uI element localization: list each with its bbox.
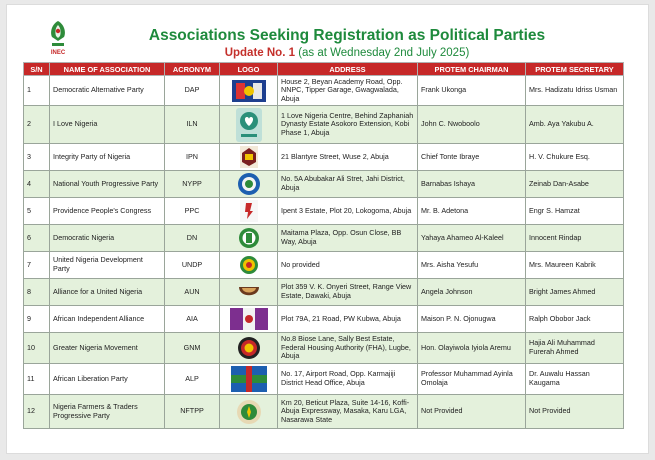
cell-logo — [220, 279, 278, 306]
table-header-row — [24, 63, 624, 76]
cell-logo — [220, 225, 278, 252]
cell-address: No provided — [278, 252, 418, 279]
cell-acronym: AUN — [165, 279, 220, 306]
cell-name: Providence People's Congress — [50, 198, 165, 225]
cell-chairman: Mr. B. Adetona — [418, 198, 526, 225]
cell-logo — [220, 106, 278, 144]
table-row — [24, 279, 624, 306]
cell-chairman: Hon. Olayiwola Iyiola Aremu — [418, 333, 526, 364]
cell-address: Ipent 3 Estate, Plot 20, Lokogoma, Abuja — [278, 198, 418, 225]
col-header-address: ADDRESS — [278, 63, 418, 76]
cell-secretary: Mrs. Hadizatu Idriss Usman — [526, 76, 624, 106]
cell-address: 21 Blantyre Street, Wuse 2, Abuja — [278, 144, 418, 171]
cell-name: Integrity Party of Nigeria — [50, 144, 165, 171]
cell-secretary: Not Provided — [526, 395, 624, 429]
cell-address: No. 5A Abubakar Ali Stret, Jahi District, Abuja — [278, 171, 418, 198]
page-subtitle — [87, 47, 607, 59]
cell-chairman: John C. Nwoboolo — [418, 106, 526, 144]
cell-logo — [220, 364, 278, 395]
table-row — [24, 198, 624, 225]
col-header-sn: S/N — [24, 63, 50, 76]
cell-address: House 2, Beyan Academy Road, Opp. NNPC, Tipper Garage, Gwagwalada, Abuja — [278, 76, 418, 106]
table-row — [24, 333, 624, 364]
cell-sn: 1 — [24, 76, 50, 106]
cell-name: African Liberation Party — [50, 364, 165, 395]
cell-name: I Love Nigeria — [50, 106, 165, 144]
nftpp-logo-icon — [235, 399, 263, 425]
cell-sn: 10 — [24, 333, 50, 364]
cell-chairman: Not Provided — [418, 395, 526, 429]
cell-acronym: GNM — [165, 333, 220, 364]
cell-secretary: Zeinab Dan-Asabe — [526, 171, 624, 198]
table-row — [24, 225, 624, 252]
table-row — [24, 364, 624, 395]
cell-acronym: UNDP — [165, 252, 220, 279]
cell-chairman: Mrs. Aisha Yesufu — [418, 252, 526, 279]
cell-chairman: Yahaya Ahameo Al-Kaleel — [418, 225, 526, 252]
col-header-logo: LOGO — [220, 63, 278, 76]
svg-text:INEC: INEC — [50, 50, 66, 56]
cell-chairman: Barnabas Ishaya — [418, 171, 526, 198]
cell-logo — [220, 171, 278, 198]
cell-chairman: Professor Muhammad Ayinla Omolaja — [418, 364, 526, 395]
cell-secretary: Ralph Obobor Jack — [526, 306, 624, 333]
iln-logo-icon — [236, 108, 262, 142]
cell-acronym: AIA — [165, 306, 220, 333]
cell-sn: 3 — [24, 144, 50, 171]
update-label: Update No. 1 — [224, 47, 295, 59]
cell-sn: 4 — [24, 171, 50, 198]
ipn-logo-icon — [240, 146, 258, 168]
cell-logo — [220, 395, 278, 429]
cell-address: Maitama Plaza, Opp. Osun Close, BB Way, Abuja — [278, 225, 418, 252]
cell-name: Nigeria Farmers & Traders Progressive Party — [50, 395, 165, 429]
ppc-logo-icon — [240, 200, 258, 222]
cell-sn: 2 — [24, 106, 50, 144]
table-row — [24, 76, 624, 106]
cell-secretary: Mrs. Maureen Kabrik — [526, 252, 624, 279]
associations-table — [23, 62, 624, 429]
cell-chairman: Frank Ukonga — [418, 76, 526, 106]
dap-logo-icon — [232, 80, 266, 102]
cell-address: Plot 359 V. K. Onyeri Street, Range View Estate, Dawaki, Abuja — [278, 279, 418, 306]
cell-name: Alliance for a United Nigeria — [50, 279, 165, 306]
cell-address: Plot 79A, 21 Road, PW Kubwa, Abuja — [278, 306, 418, 333]
cell-secretary: H. V. Chukure Esq. — [526, 144, 624, 171]
dn-logo-icon — [238, 227, 260, 249]
cell-sn: 6 — [24, 225, 50, 252]
cell-address: No.8 Biose Lane, Sally Best Estate, Federal Housing Authority (FHA), Lugbe, Abuja — [278, 333, 418, 364]
cell-chairman: Angela Johnson — [418, 279, 526, 306]
cell-acronym: IPN — [165, 144, 220, 171]
cell-name: National Youth Progressive Party — [50, 171, 165, 198]
cell-sn: 9 — [24, 306, 50, 333]
aia-logo-icon — [230, 308, 268, 330]
cell-name: Democratic Nigeria — [50, 225, 165, 252]
table-row — [24, 144, 624, 171]
cell-logo — [220, 333, 278, 364]
cell-sn: 12 — [24, 395, 50, 429]
cell-address: No. 17, Airport Road, Opp. Karmajiji District Head Office, Abuja — [278, 364, 418, 395]
undp-logo-icon — [239, 255, 259, 275]
cell-secretary: Innocent Rindap — [526, 225, 624, 252]
cell-sn: 7 — [24, 252, 50, 279]
cell-sn: 11 — [24, 364, 50, 395]
cell-name: Democratic Alternative Party — [50, 76, 165, 106]
cell-name: African Independent Alliance — [50, 306, 165, 333]
cell-logo — [220, 252, 278, 279]
aun-logo-icon — [237, 282, 261, 302]
cell-chairman: Maison P. N. Ojonugwa — [418, 306, 526, 333]
gnm-logo-icon — [237, 336, 261, 360]
inec-crest-icon — [47, 19, 69, 59]
cell-name: United Nigeria Development Party — [50, 252, 165, 279]
table-row — [24, 106, 624, 144]
cell-secretary: Hajia Ali Muhammad Furerah Ahmed — [526, 333, 624, 364]
cell-name: Greater Nigeria Movement — [50, 333, 165, 364]
cell-logo — [220, 306, 278, 333]
cell-chairman: Chief Tonte Ibraye — [418, 144, 526, 171]
col-header-acronym: ACRONYM — [165, 63, 220, 76]
cell-logo — [220, 198, 278, 225]
cell-address: 1 Love Nigeria Centre, Behind Zaphaniah Dynasty Estate Asokoro Extension, Kobi Phase 1, Abuja — [278, 106, 418, 144]
table-row — [24, 306, 624, 333]
cell-acronym: ILN — [165, 106, 220, 144]
nypp-logo-icon — [237, 172, 261, 196]
col-header-name: NAME OF ASSOCIATION — [50, 63, 165, 76]
table-row — [24, 395, 624, 429]
cell-logo — [220, 144, 278, 171]
cell-logo — [220, 76, 278, 106]
col-header-chairman: PROTEM CHAIRMAN — [418, 63, 526, 76]
cell-sn: 8 — [24, 279, 50, 306]
page-title: Associations Seeking Registration as Political Parties — [148, 27, 546, 44]
cell-secretary: Engr S. Hamzat — [526, 198, 624, 225]
cell-acronym: PPC — [165, 198, 220, 225]
col-header-secretary: PROTEM SECRETARY — [526, 63, 624, 76]
table-row — [24, 252, 624, 279]
cell-address: Km 20, Beticut Plaza, Suite 14-16, Koffi-Abuja Expressway, Masaka, Karu LGA, Nasarawa State — [278, 395, 418, 429]
cell-secretary: Bright James Ahmed — [526, 279, 624, 306]
cell-acronym: ALP — [165, 364, 220, 395]
cell-acronym: DAP — [165, 76, 220, 106]
alp-logo-icon — [231, 366, 267, 392]
table-row — [24, 171, 624, 198]
cell-secretary: Amb. Aya Yakubu A. — [526, 106, 624, 144]
date-note: (as at Wednesday 2nd July 2025) — [298, 47, 470, 59]
cell-sn: 5 — [24, 198, 50, 225]
cell-acronym: NYPP — [165, 171, 220, 198]
cell-secretary: Dr. Auwalu Hassan Kaugama — [526, 364, 624, 395]
cell-acronym: DN — [165, 225, 220, 252]
cell-acronym: NFTPP — [165, 395, 220, 429]
